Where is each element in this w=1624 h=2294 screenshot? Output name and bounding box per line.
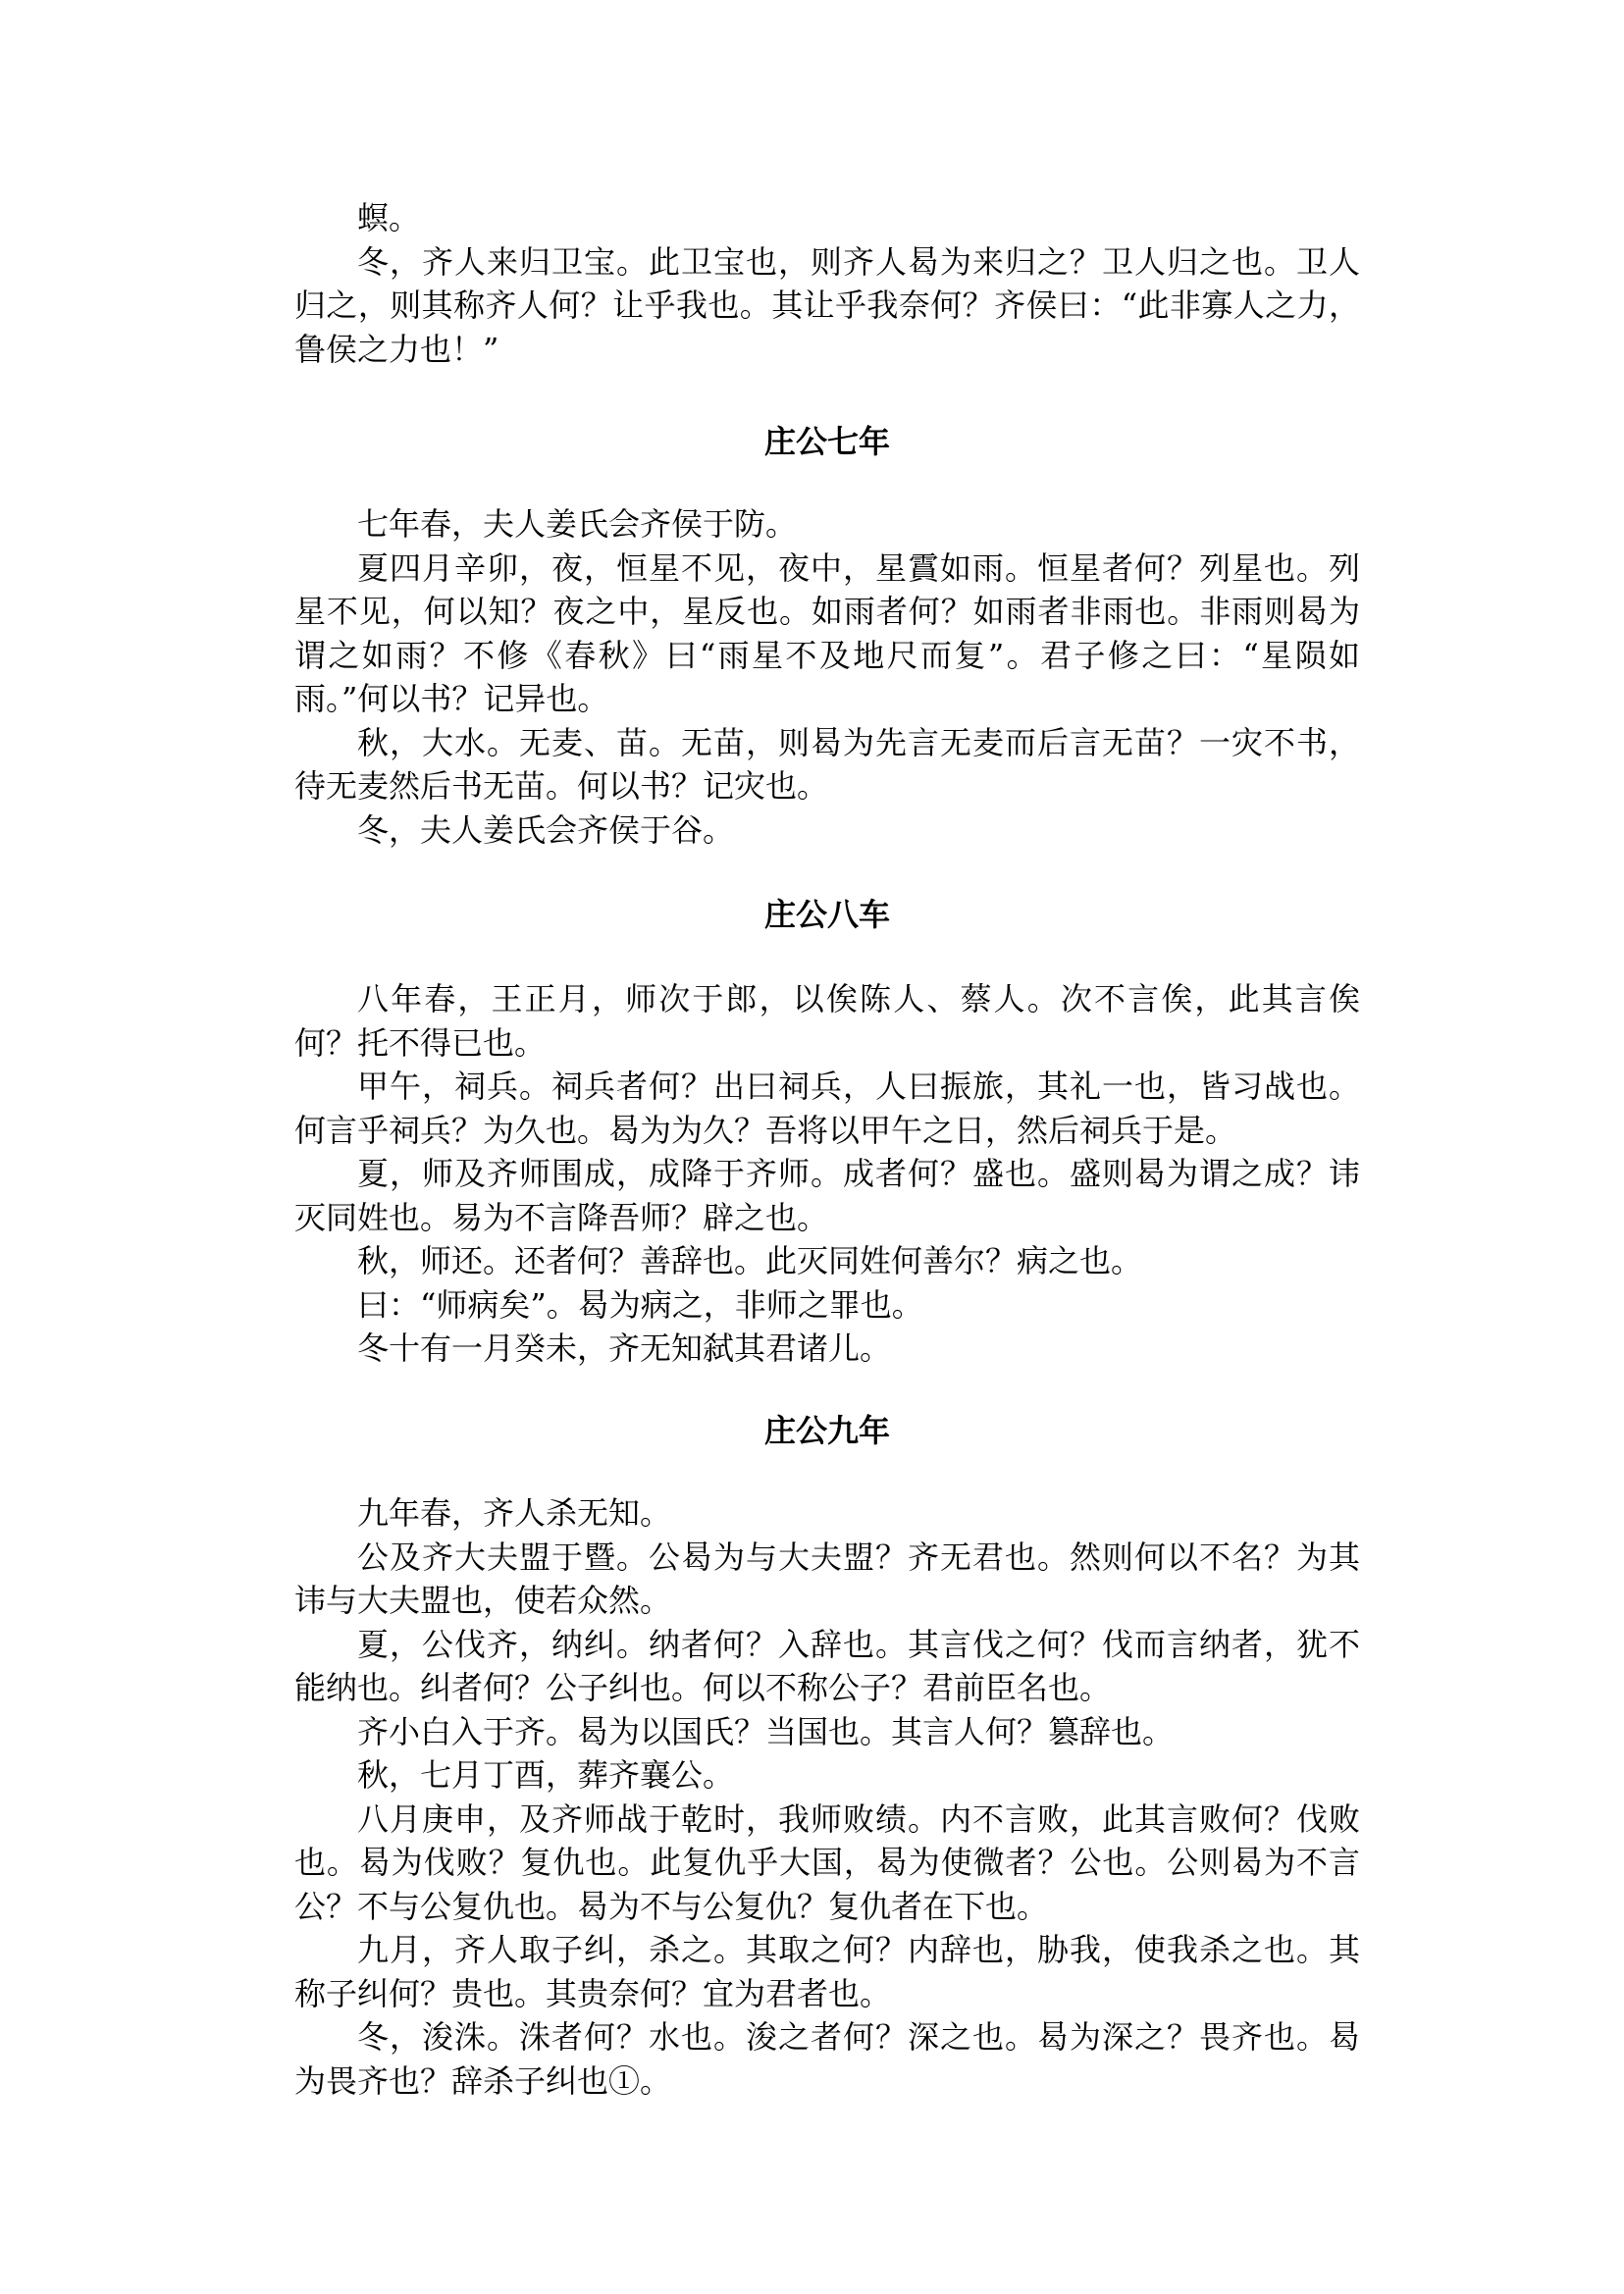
section-body: [294, 502, 1360, 852]
paragraph: 冬，齐人来归卫宝。此卫宝也，则齐人曷为来归之？卫人归之也。卫人归之，则其称齐人何？让乎我也。其让乎我奈何？齐侯曰：“此非寡人之力，鲁侯之力也！”: [294, 242, 1360, 368]
paragraph: 秋，七月丁酉，葬齐襄公。: [357, 1756, 735, 1794]
paragraph: 冬十有一月癸未，齐无知弑其君诸儿。: [357, 1329, 892, 1367]
paragraph: 曰：“师病矣”。曷为病之，非师之罪也。: [357, 1285, 923, 1324]
section-body: [294, 1491, 1360, 2103]
paragraph: 甲午，祠兵。祠兵者何？出曰祠兵，人曰振旅，其礼一也，皆习战也。何言乎祠兵？为久也。曷为为久？吾将以甲午之日，然后祠兵于是。: [294, 1068, 1360, 1149]
paragraph: 冬，浚洙。洙者何？水也。浚之者何？深之也。曷为深之？畏齐也。曷为畏齐也？辞杀子纠也①。: [294, 2018, 1360, 2100]
section-heading: 庄公七年: [763, 423, 890, 460]
paragraph: 齐小白入于齐。曷为以国氏？当国也。其言人何？篡辞也。: [357, 1712, 1175, 1750]
paragraph: 夏四月辛卯，夜，恒星不见，夜中，星霣如雨。恒星者何？列星也。列星不见，何以知？夜之中，星反也。如雨者何？如雨者非雨也。非雨则曷为谓之如雨？不修《春秋》曰“雨星不及地尺而复”。君子修之曰：“星陨如雨。”何以书？记异也。: [294, 548, 1360, 717]
paragraph: 公及齐大夫盟于暨。公曷为与大夫盟？齐无君也。然则何以不名？为其讳与大夫盟也，使若众然。: [294, 1538, 1360, 1619]
paragraph: 螟。: [357, 199, 421, 236]
section-body: [294, 977, 1360, 1371]
paragraph: 夏，公伐齐，纳纠。纳者何？入辞也。其言伐之何？伐而言纳者，犹不能纳也。纠者何？公子纠也。何以不称公子？君前臣名也。: [294, 1625, 1360, 1706]
paragraph: 秋，师还。还者何？善辞也。此灭同姓何善尔？病之也。: [357, 1242, 1143, 1279]
continuation-section: [294, 196, 1360, 371]
paragraph: 八年春，王正月，师次于郎，以俟陈人、蔡人。次不言俟，此其言俟何？托不得已也。: [294, 980, 1360, 1062]
paragraph: 九月，齐人取子纠，杀之。其取之何？内辞也，胁我，使我杀之也。其称子纠何？贵也。其贵奈何？宜为君者也。: [294, 1931, 1360, 2012]
section-heading: 庄公八车: [763, 896, 890, 933]
paragraph: 秋，大水。无麦、苗。无苗，则曷为先言无麦而后言无苗？一灾不书，待无麦然后书无苗。何以书？记灾也。: [294, 723, 1360, 805]
paragraph: 冬，夫人姜氏会齐侯于谷。: [357, 810, 735, 849]
paragraph: 九年春，齐人杀无知。: [357, 1494, 672, 1532]
section-heading: 庄公九年: [763, 1412, 890, 1449]
paragraph: 八月庚申，及齐师战于乾时，我师败绩。内不言败，此其言败何？伐败也。曷为伐败？复仇也。此复仇乎大国，曷为使微者？公也。公则曷为不言公？不与公复仇也。曷为不与公复仇？复仇者在下也。: [294, 1799, 1360, 1925]
paragraph: 七年春，夫人姜氏会齐侯于防。: [357, 505, 798, 543]
paragraph: 夏，师及齐师围成，成降于齐师。成者何？盛也。盛则曷为谓之成？讳灭同姓也。易为不言降吾师？辟之也。: [294, 1155, 1360, 1236]
